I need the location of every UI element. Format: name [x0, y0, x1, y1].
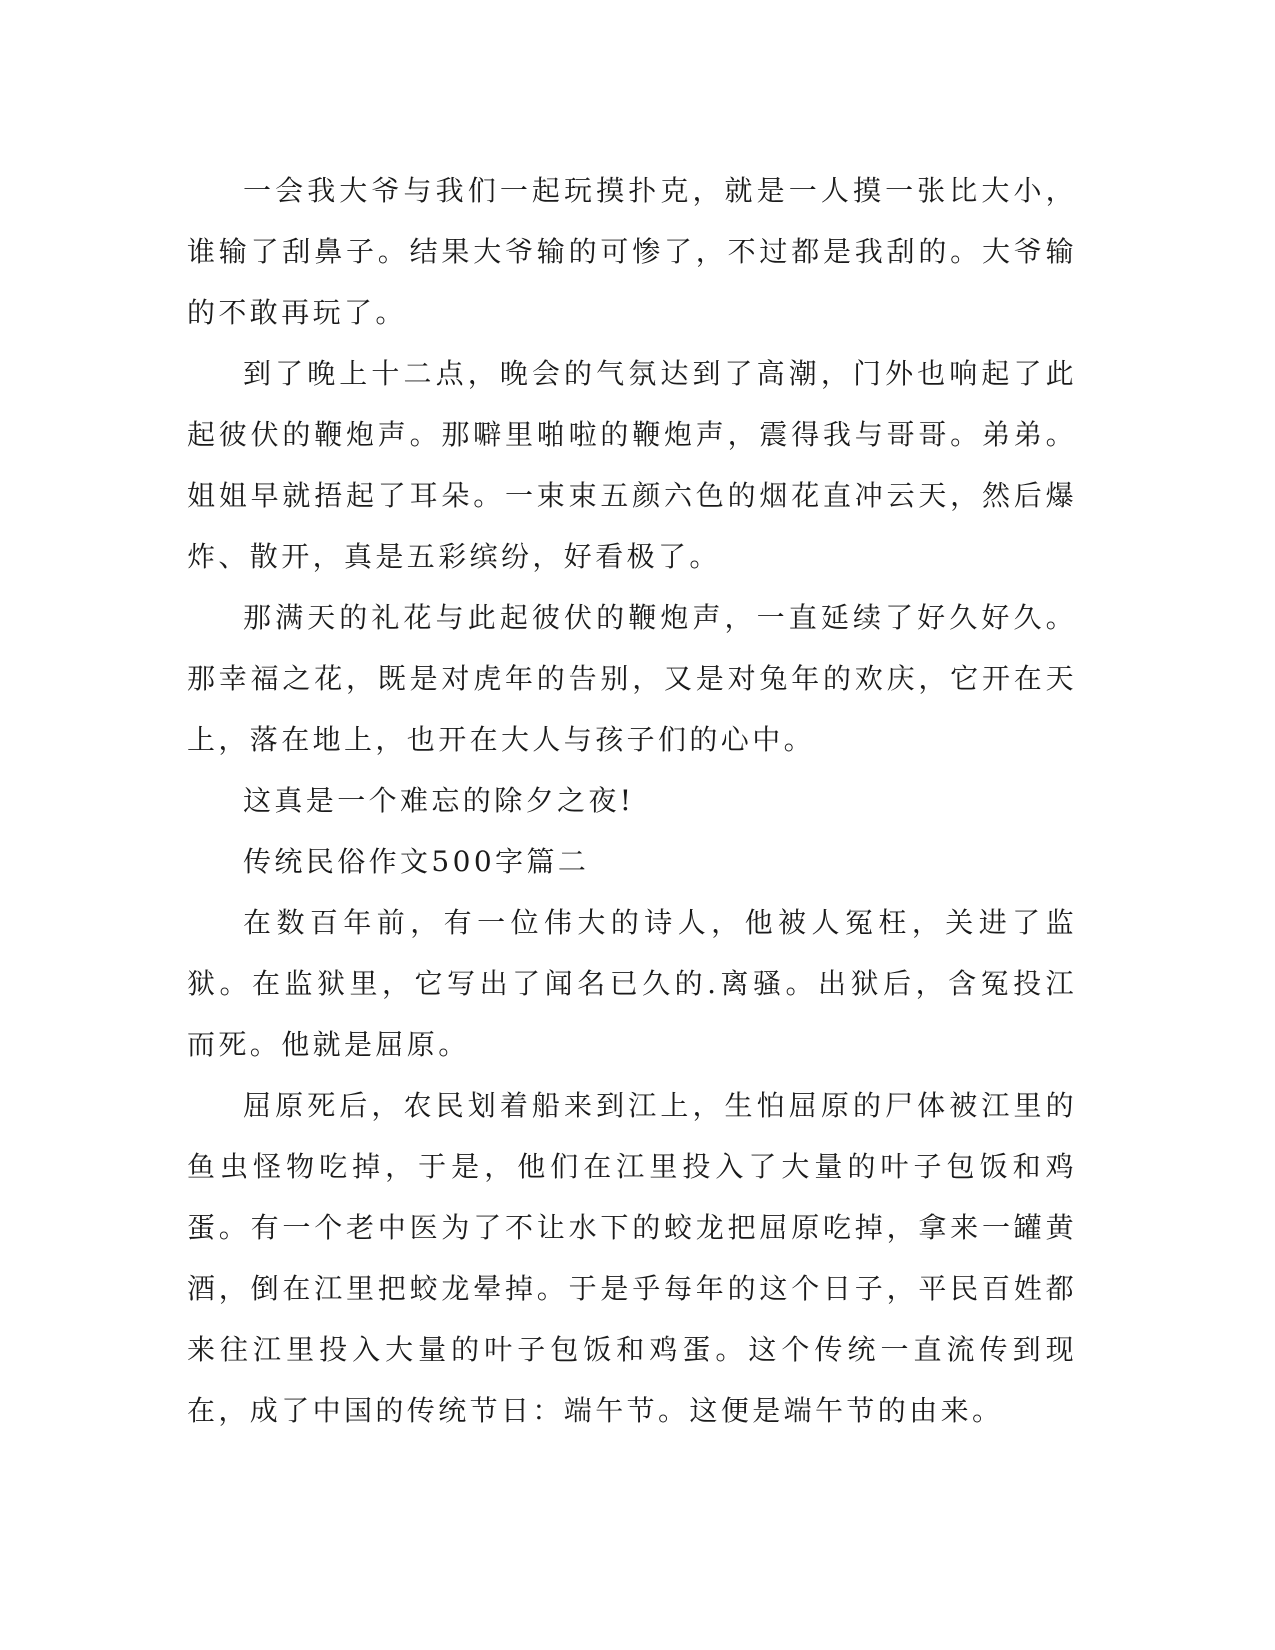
paragraph-qu-yuan-story: 在数百年前，有一位伟大的诗人，他被人冤枉，关进了监狱。在监狱里，它写出了闻名已久的.离骚。出狱后，含冤投江而死。他就是屈原。: [187, 906, 1077, 1061]
document-body: [187, 160, 1077, 1441]
paragraph-dragon-boat-origin: 屈原死后，农民划着船来到江上，生怕屈原的尸体被江里的鱼虫怪物吃掉，于是，他们在江里投入了大量的叶子包饭和鸡蛋。有一个老中医为了不让水下的蛟龙把屈原吃掉，拿来一罐黄酒，倒在江里把蛟龙晕掉。于是乎每年的这个日子，平民百姓都来往江里投入大量的叶子包饭和鸡蛋。这个传统一直流传到现在，成了中国的传统节日：端午节。这便是端午节的由来。: [187, 1089, 1077, 1427]
section-heading-essay-two: 传统民俗作文500字篇二: [243, 845, 590, 878]
paragraph-happiness-flowers: 那满天的礼花与此起彼伏的鞭炮声，一直延续了好久好久。那幸福之花，既是对虎年的告别，又是对兔年的欢庆，它开在天上，落在地上，也开在大人与孩子们的心中。: [187, 601, 1077, 756]
paragraph-midnight-fireworks: 到了晚上十二点，晚会的气氛达到了高潮，门外也响起了此起彼伏的鞭炮声。那噼里啪啦的鞭炮声，震得我与哥哥。弟弟。姐姐早就捂起了耳朵。一束束五颜六色的烟花直冲云天，然后爆炸、散开，真是五彩缤纷，好看极了。: [187, 357, 1077, 573]
paragraph-poker-game: 一会我大爷与我们一起玩摸扑克，就是一人摸一张比大小，谁输了刮鼻子。结果大爷输的可惨了，不过都是我刮的。大爷输的不敢再玩了。: [187, 174, 1077, 329]
paragraph-unforgettable-night: 这真是一个难忘的除夕之夜!: [243, 784, 635, 817]
